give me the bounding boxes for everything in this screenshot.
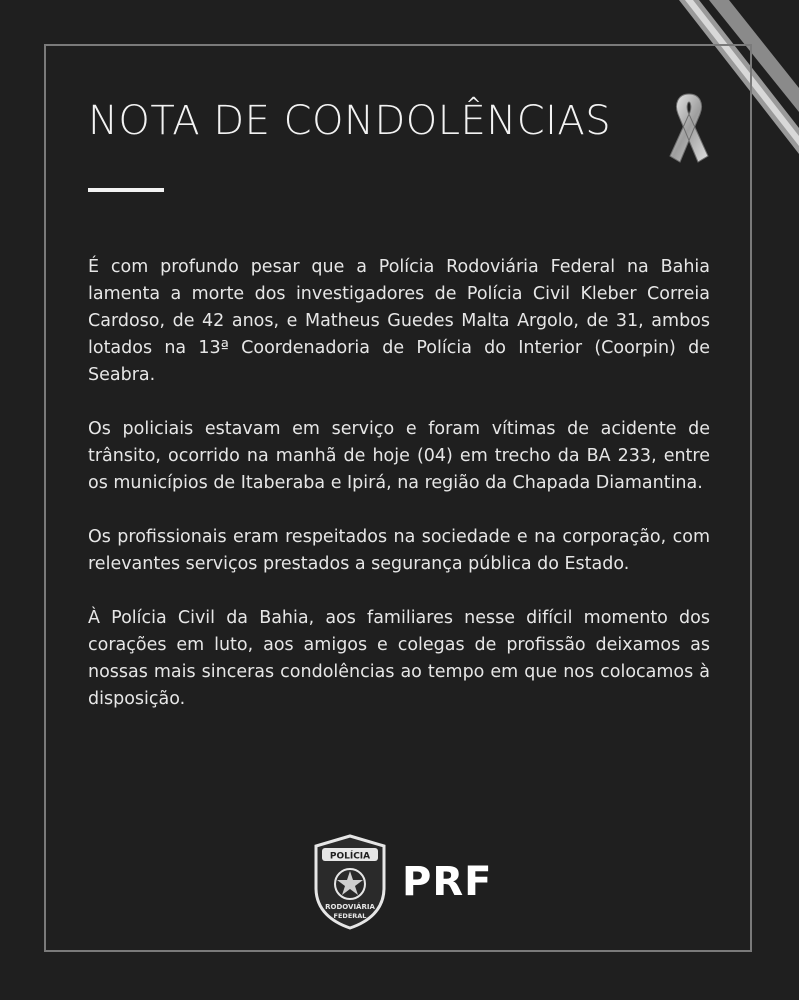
paragraph: Os profissionais eram respeitados na sociedade e na corporação, com relevantes serviços prestados a segurança pública do Estado. <box>88 527 710 574</box>
badge-bottom-text-2: FEDERAL <box>333 912 367 920</box>
mourning-ribbon-icon <box>664 90 714 168</box>
footer-logo <box>312 834 492 930</box>
title-underline <box>88 188 164 192</box>
paragraph: À Polícia Civil da Bahia, aos familiares nesse difícil momento dos corações em luto, aos amigos e colegas de profissão deixamos as nossas mais sinceras condolências ao tempo em que nos colocamos à disposição. <box>88 608 710 709</box>
condolence-message <box>88 254 710 740</box>
prf-badge-logo <box>312 834 388 930</box>
badge-top-text: POLÍCIA <box>329 851 371 862</box>
brand-name: PRF <box>402 859 493 905</box>
paragraph: É com profundo pesar que a Polícia Rodoviária Federal na Bahia lamenta a morte dos investigadores de Polícia Civil Kleber Correia Cardoso, de 42 anos, e Matheus Guedes Malta Argolo, de 31, ambos lotados na 13ª Coordenadoria de Polícia do Interior (Coorpin) de Seabra. <box>88 257 710 385</box>
page-title: NOTA DE CONDOLÊNCIAS <box>88 98 612 144</box>
paragraph: Os policiais estavam em serviço e foram vítimas de acidente de trânsito, ocorrido na manhã de hoje (04) em trecho da BA 233, entre os municípios de Itaberaba e Ipirá, na região da Chapada Diamantina. <box>88 419 710 493</box>
badge-bottom-text-1: RODOVIÁRIA <box>325 903 375 911</box>
